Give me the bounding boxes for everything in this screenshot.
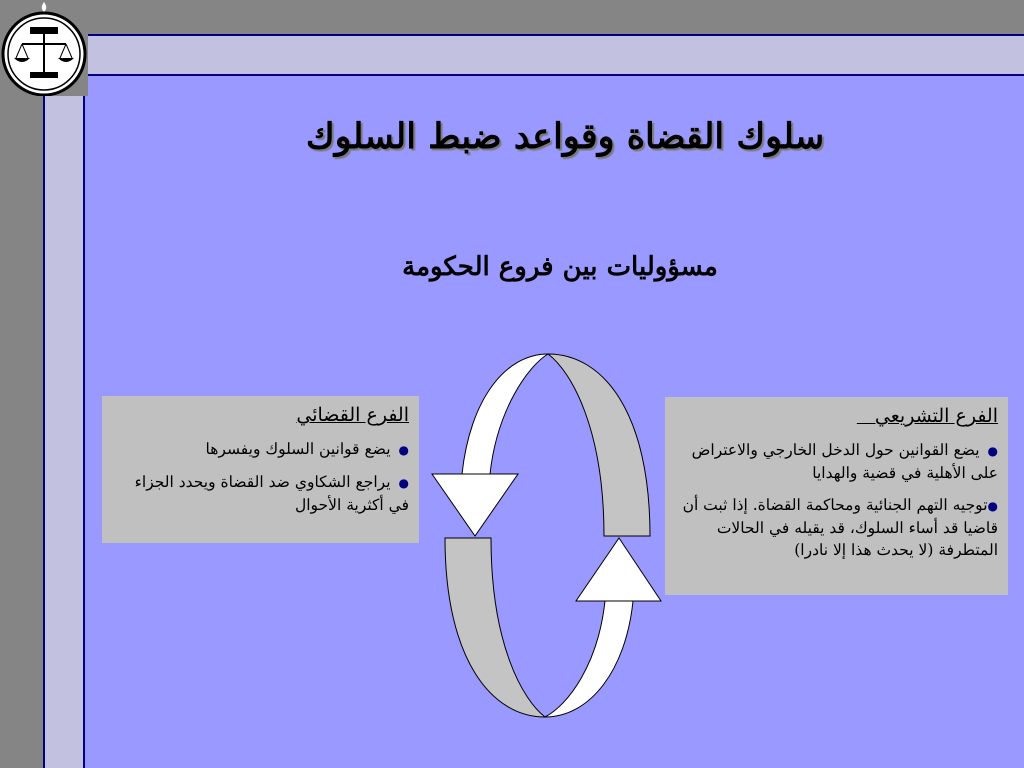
bottom-arrow-front-face [545,601,633,717]
down-arrowhead-icon [432,474,518,536]
scales-of-justice-icon [0,0,88,96]
judicial-branch-panel [102,396,419,543]
top-arrow-front-face [462,354,548,474]
top-frame-band [0,0,1024,34]
left-frame-band [0,0,43,768]
legislative-branch-heading: الفرع التشريعي [856,405,998,427]
side-strip [43,34,85,768]
bullet-icon: ● [987,444,998,458]
cycle-arrows-diagram [430,350,665,720]
bullet-icon: ● [987,499,998,513]
slide-title: سلوك القضاة وقواعد ضبط السلوك [305,116,825,157]
list-item [673,494,998,561]
bullet-text: توجيه التهم الجنائية ومحاكمة القضاة. إذا ثبت أن قاضيا قد أساء السلوك، قد يقيله في الحالات المتطرفة (لا يحدث هذا إلا نادرا) [682,496,998,559]
bullet-text: يضع قوانين السلوك ويفسرها [205,440,391,458]
bullet-icon: ● [398,476,409,490]
list-item [110,438,409,461]
header-band [43,34,1024,76]
bullet-text: يراجع الشكاوي ضد القضاة ويحدد الجزاء في أكثرية الأحوال [134,473,409,514]
judicial-branch-heading: الفرع القضائي [296,404,409,426]
top-arrow-back-face [548,354,650,536]
bullet-text: يضع القوانين حول الدخل الخارجي والاعتراض على الأهلية في قضية والهدايا [691,441,998,482]
list-item [110,471,409,516]
bottom-arrow-back-face [445,538,545,717]
list-item [673,439,998,484]
up-arrowhead-icon [576,538,661,601]
legislative-branch-panel [665,397,1008,595]
slide-subtitle: مسؤوليات بين فروع الحكومة [402,252,718,282]
bullet-icon: ● [398,443,409,457]
